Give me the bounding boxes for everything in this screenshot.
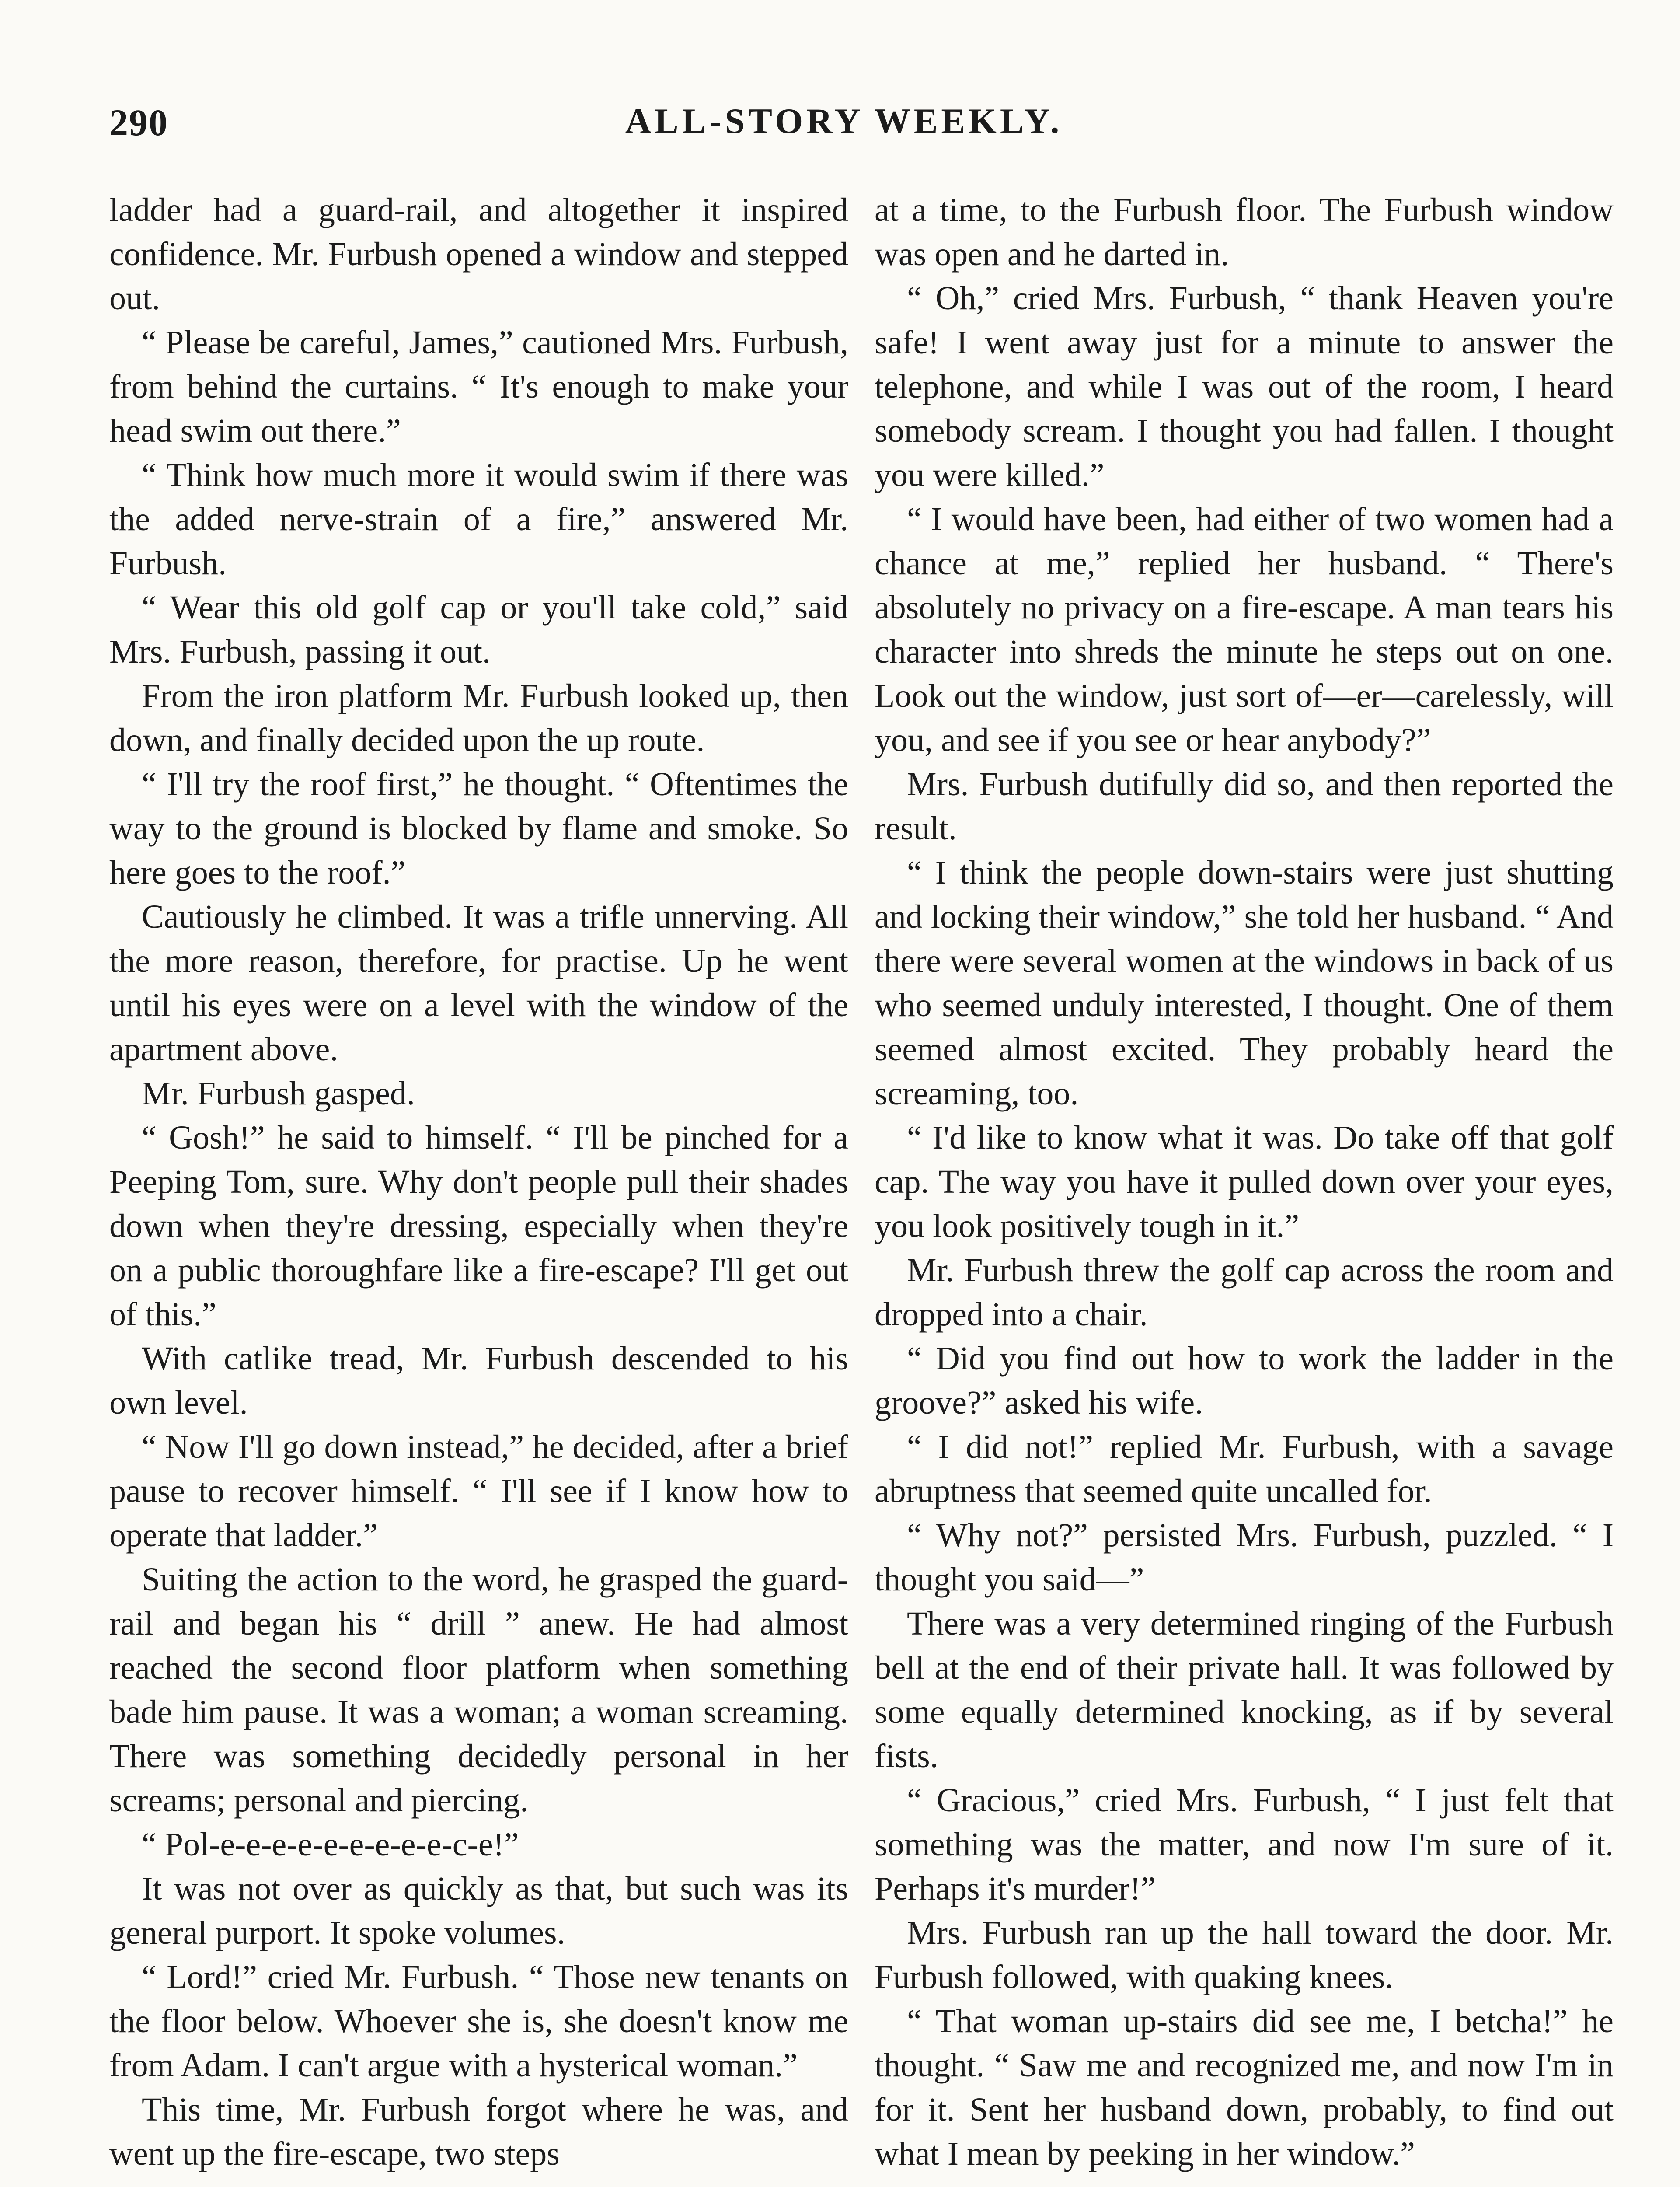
paragraph: There was a very determined ringing of the Furbush bell at the end of their private hall. It was followed by some equally determined knocking, as if by several fists.	[875, 1605, 1614, 1775]
magazine-title: ALL-STORY WEEKLY.	[625, 101, 1063, 141]
paragraph: It was not over as quickly as that, but such was its general purport. It spoke volumes.	[109, 1870, 848, 1951]
paragraph: Suiting the action to the word, he grasped the guard-rail and began his “ drill ” anew. He had almost reached the second floor platform when something bade him pause. It was a woman; a woman screaming. There was something decidedly personal in her screams; personal and piercing.	[109, 1561, 848, 1819]
paragraph: Mrs. Furbush dutifully did so, and then reported the result.	[875, 766, 1614, 847]
paragraph: “ Gracious,” cried Mrs. Furbush, “ I just felt that something was the matter, and now I'm sure of it. Perhaps it's murder!”	[875, 1782, 1614, 1907]
page-number: 290	[109, 101, 168, 143]
paragraph: Cautiously he climbed. It was a trifle unnerving. All the more reason, therefore, for practise. Up he went until his eyes were on a level with the window of the apartment above.	[109, 898, 848, 1068]
paragraph: “ Pol-e-e-e-e-e-e-e-e-e-c-e!”	[142, 1826, 519, 1863]
paragraph: Mr. Furbush threw the golf cap across the room and dropped into a chair.	[875, 1252, 1614, 1333]
paragraph: From the iron platform Mr. Furbush looked up, then down, and finally decided upon the up route.	[109, 678, 848, 758]
paragraph: at a time, to the Furbush floor. The Furbush window was open and he darted in.	[875, 192, 1614, 273]
paragraph: “ I'd like to know what it was. Do take off that golf cap. The way you have it pulled down over your eyes, you look positively tough in it.”	[875, 1119, 1614, 1244]
paragraph: “ I would have been, had either of two women had a chance at me,” replied her husband. “ There's absolutely no privacy on a fire-escape. A man tears his character into shreds the minute he steps out on one. Look out the window, just sort of—er—carelessly, will you, and see if you see or hear anybody?”	[875, 501, 1614, 758]
paragraph: “ That woman up-stairs did see me, I betcha!” he thought. “ Saw me and recognized me, and now I'm in for it. Sent her husband down, probably, to find out what I mean by peeking in her window.”	[875, 2003, 1614, 2172]
paragraph: With catlike tread, Mr. Furbush descended to his own level.	[109, 1340, 848, 1421]
paragraph: “ Lord!” cried Mr. Furbush. “ Those new tenants on the floor below. Whoever she is, she doesn't know me from Adam. I can't argue with a hysterical woman.”	[109, 1959, 848, 2084]
left-column	[109, 188, 848, 2187]
paragraph: “ Please be careful, James,” cautioned Mrs. Furbush, from behind the curtains. “ It's enough to make your head swim out there.”	[109, 324, 848, 449]
paragraph: “ Did you find out how to work the ladder in the groove?” asked his wife.	[875, 1340, 1614, 1421]
paragraph: Mrs. Furbush ran up the hall toward the door. Mr. Furbush followed, with quaking knees.	[875, 1914, 1614, 1995]
paragraph: “ Think how much more it would swim if there was the added nerve-strain of a fire,” answered Mr. Furbush.	[109, 457, 848, 582]
paragraph: “ Now I'll go down instead,” he decided, after a brief pause to recover himself. “ I'll see if I know how to operate that ladder.”	[109, 1429, 848, 1554]
paragraph: “ Wear this old golf cap or you'll take cold,” said Mrs. Furbush, passing it out.	[109, 589, 848, 670]
page-header	[109, 101, 1579, 162]
paragraph: Mr. Furbush gasped.	[142, 1075, 415, 1112]
right-column	[875, 188, 1614, 2187]
paragraph: “ Gosh!” he said to himself. “ I'll be pinched for a Peeping Tom, sure. Why don't people pull their shades down when they're dressing, especially when they're on a public thoroughfare like a fire-escape? I'll get out of this.”	[109, 1119, 848, 1333]
paragraph: “ I'll try the roof first,” he thought. “ Oftentimes the way to the ground is blocked by flame and smoke. So here goes to the roof.”	[109, 766, 848, 891]
paragraph: “ Why not?” persisted Mrs. Furbush, puzzled. “ I thought you said—”	[875, 1517, 1614, 1598]
paragraph: ladder had a guard-rail, and altogether it inspired confidence. Mr. Furbush opened a window and stepped out.	[109, 192, 848, 317]
paragraph: “ I think the people down-stairs were just shutting and locking their window,” she told her husband. “ And there were several women at the windows in back of us who seemed unduly interested, I thought. One of them seemed almost excited. They probably heard the screaming, too.	[875, 854, 1614, 1112]
paragraph: This time, Mr. Furbush forgot where he was, and went up the fire-escape, two steps	[109, 2091, 848, 2172]
paragraph: “ I did not!” replied Mr. Furbush, with a savage abruptness that seemed quite uncalled for.	[875, 1429, 1614, 1509]
paragraph: “ Oh,” cried Mrs. Furbush, “ thank Heaven you're safe! I went away just for a minute to answer the telephone, and while I was out of the room, I heard somebody scream. I thought you had fallen. I thought you were killed.”	[875, 280, 1614, 493]
